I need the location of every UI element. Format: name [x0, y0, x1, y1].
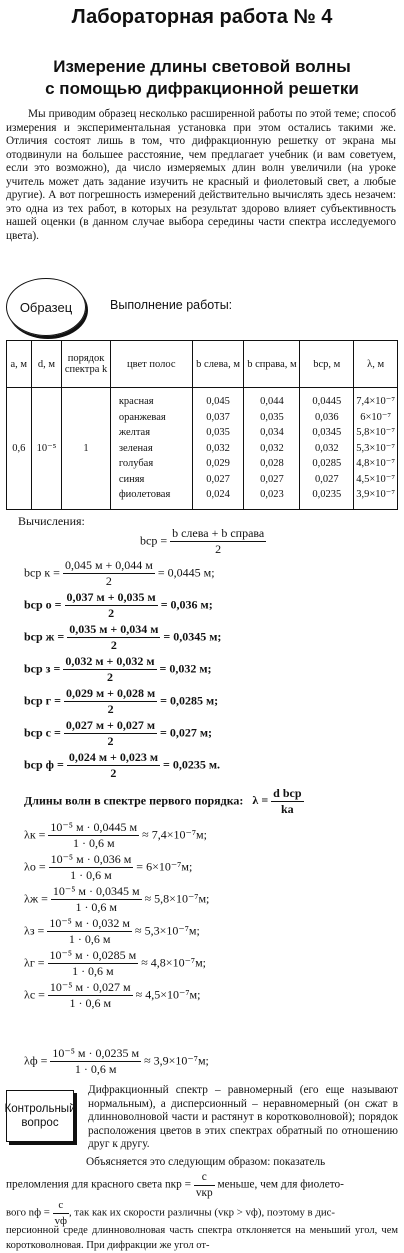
- value: 7,4×10⁻⁷: [356, 396, 395, 407]
- color-item: желтая: [118, 427, 151, 438]
- wavelength-formula: [24, 852, 192, 883]
- formula-lhs: λк =: [24, 827, 46, 842]
- formula-lhs: bср с =: [24, 725, 61, 740]
- wavelength-formula: [24, 1046, 209, 1077]
- header-color: цвет полос: [110, 341, 192, 388]
- cell-b-avg: [300, 388, 354, 510]
- table-row: [7, 388, 398, 510]
- formula-lhs: λг =: [24, 955, 45, 970]
- formula-rhs: = 0,0445 м;: [157, 565, 215, 580]
- fraction-numerator: 10⁻⁵ м · 0,0285 м: [49, 948, 137, 962]
- formula-lhs: bср о =: [24, 597, 62, 612]
- color-item: фиолетовая: [118, 489, 171, 500]
- header-b-left: b слева, м: [192, 341, 244, 388]
- formula-fraction: [64, 718, 157, 749]
- value: 0,023: [260, 489, 284, 500]
- table-header-row: [7, 341, 398, 388]
- fraction-numerator: 10⁻⁵ м · 0,0345 м: [52, 884, 140, 898]
- value: 0,036: [314, 411, 339, 423]
- formula-rhs: ≈ 5,3×10⁻⁷м;: [135, 923, 200, 938]
- value: 0,0445: [312, 396, 342, 407]
- formula-fraction: [47, 916, 132, 947]
- formula-rhs: = 0,036 м;: [160, 597, 213, 612]
- bavg-formula: [24, 718, 212, 749]
- cell-a: 0,6: [7, 388, 32, 510]
- control-question-label: Контрольный вопрос: [4, 1103, 76, 1129]
- value: 0,035: [260, 411, 284, 423]
- fraction-denominator: vф: [54, 1214, 67, 1227]
- fraction-numerator: 10⁻⁵ м · 0,036 м: [50, 852, 132, 866]
- formula-rhs: = 0,027 м;: [160, 725, 213, 740]
- fraction-numerator: 10⁻⁵ м · 0,027 м: [49, 980, 131, 994]
- formula-fraction: [170, 526, 266, 557]
- value: 0,028: [260, 458, 284, 469]
- answer-paragraph-5: персионной среде длинноволновая часть спектра отклоняется на меньший угол, чем коротковолновая. При дифракции же угол от-: [6, 1225, 398, 1251]
- formula-fraction: [50, 1046, 141, 1077]
- cell-d: 10⁻⁵: [31, 388, 62, 510]
- value: 6×10⁻⁷: [360, 411, 392, 423]
- formula-lhs: bср =: [140, 533, 168, 548]
- formula-fraction: [49, 852, 134, 883]
- header-b-avg: bср, м: [300, 341, 354, 388]
- value: 0,032: [206, 442, 230, 454]
- formula-lhs: λж =: [24, 891, 48, 906]
- fraction-denominator: 2: [105, 574, 112, 588]
- value: 0,037: [206, 411, 230, 423]
- fraction-denominator: 2: [110, 766, 117, 780]
- formula-fraction: [63, 654, 156, 685]
- header-d: d, м: [31, 341, 62, 388]
- fraction-denominator: 2: [107, 702, 114, 716]
- bavg-formula: [24, 750, 220, 781]
- wavelength-formula: [24, 820, 207, 851]
- text: вого nф =: [6, 1206, 50, 1219]
- value: 5,3×10⁻⁷: [356, 442, 395, 454]
- bavg-formula: [24, 590, 213, 621]
- value: 0,029: [206, 458, 230, 469]
- page-subtitle: [0, 56, 404, 100]
- text: , так как их скорости различны (vкр > vф), поэтому в дис-: [68, 1206, 335, 1219]
- fraction-denominator: 2: [108, 606, 115, 620]
- fraction-denominator: 1 · 0,6 м: [70, 868, 112, 882]
- fraction-numerator: 0,045 м + 0,044 м: [64, 558, 153, 572]
- wavelength-heading: [24, 786, 304, 817]
- value: 0,032: [314, 442, 339, 454]
- formula-lhs: bср ф =: [24, 757, 64, 772]
- header-a: a, м: [7, 341, 32, 388]
- fraction-numerator: 10⁻⁵ м · 0,0445 м: [50, 820, 138, 834]
- bavg-formula: [24, 622, 221, 653]
- fraction-numerator: c: [194, 1170, 215, 1186]
- text: меньше, чем для фиолето-: [217, 1178, 344, 1191]
- value: 0,045: [206, 396, 230, 407]
- subtitle-line-2: с помощью дифракционной решетки: [45, 79, 359, 98]
- fraction-denominator: 1 · 0,6 м: [74, 1062, 117, 1076]
- fraction-denominator: ka: [280, 802, 294, 816]
- formula-rhs: = 0,0285 м;: [160, 693, 219, 708]
- header-b-right: b справа, м: [244, 341, 300, 388]
- fraction-denominator: vкр: [195, 1186, 213, 1199]
- formula-lhs: λ =: [252, 793, 269, 808]
- bavg-formula: [24, 558, 215, 589]
- fraction-numerator: 10⁻⁵ м · 0,0235 м: [52, 1046, 140, 1060]
- fraction-numerator: 10⁻⁵ м · 0,032 м: [49, 916, 131, 930]
- value: 0,0285: [312, 458, 342, 469]
- fraction-denominator: 2: [215, 542, 222, 556]
- formula-fraction: [63, 558, 155, 589]
- value: 4,8×10⁻⁷: [356, 458, 395, 469]
- fraction-denominator: 1 · 0,6 м: [75, 900, 118, 914]
- value: 0,027: [260, 473, 284, 485]
- formula-fraction: [67, 622, 160, 653]
- answer-paragraph-1: Дифракционный спектр – равномерный (его еще называют нормальным), а дисперсионный – неравномерный (он сжат в длинноволновой части и растянут в коротковолновой); порядок расположения цветов в этих спектрах обратный по отношению друг к другу.: [88, 1084, 398, 1151]
- sample-badge: [6, 278, 86, 336]
- answer-line-3: [6, 1170, 398, 1200]
- formula-rhs: = 0,032 м;: [159, 661, 212, 676]
- formula-lhs: bср к =: [24, 565, 60, 580]
- fraction-numerator: 0,027 м + 0,027 м: [65, 718, 156, 732]
- color-item: оранжевая: [118, 411, 166, 423]
- value: 0,044: [260, 396, 284, 407]
- formula-lhs: bср з =: [24, 661, 61, 676]
- wavelength-formula: [24, 884, 209, 915]
- fraction-numerator: c: [53, 1198, 69, 1214]
- formula-fraction: [48, 980, 133, 1011]
- fraction-numerator: 0,035 м + 0,034 м: [69, 622, 159, 636]
- sample-label: Образец: [19, 299, 73, 315]
- calc-label: Вычисления:: [18, 514, 85, 528]
- formula-fraction: [67, 750, 160, 781]
- formula-fraction: [48, 948, 139, 979]
- formula-lhs: λз =: [24, 923, 45, 938]
- formula-rhs: = 6×10⁻⁷м;: [136, 859, 193, 874]
- value: 4,5×10⁻⁷: [356, 473, 395, 485]
- bavg-formula: [24, 654, 212, 685]
- cell-lambda: [354, 388, 398, 510]
- formula-fraction: [194, 1170, 215, 1200]
- page-title: Лабораторная работа № 4: [71, 6, 333, 28]
- value: 0,0235: [312, 489, 342, 500]
- fraction-denominator: 2: [106, 670, 113, 684]
- formula-lhs: bср г =: [24, 693, 61, 708]
- color-item: зеленая: [118, 442, 153, 454]
- cell-b-left: [192, 388, 244, 510]
- fraction-denominator: 1 · 0,6 м: [72, 964, 114, 978]
- subtitle-line-1: Измерение длины световой волны: [53, 57, 351, 76]
- avg-formula: [140, 526, 266, 557]
- value: 3,9×10⁻⁷: [356, 489, 395, 500]
- color-item: голубая: [118, 458, 154, 469]
- fraction-numerator: b слева + b справа: [172, 526, 265, 540]
- fraction-denominator: 1 · 0,6 м: [69, 996, 112, 1010]
- color-item: красная: [118, 396, 154, 407]
- cell-colors: [110, 388, 192, 510]
- fraction-denominator: 2: [110, 638, 117, 652]
- fraction-numerator: 0,024 м + 0,023 м: [68, 750, 159, 764]
- formula-fraction: [64, 686, 157, 717]
- intro-paragraph: Мы приводим образец несколько расширенной работы по этой теме; способ измерения и экспериментальная установка при этом остались такими же. Отличия состоят лишь в том, что дифракционную решетку от экрана мы отодвинули на большее расстояние, чем предлагает учебник (и вам советуем, если это возможно), да число измеряемых длин волн увеличили (на уроке учитель может дать задание изучить не красный и фиолетовый свет, а любые другие). А вот погрешность измерений действительно вычислять здесь незачем: это одна из тех работ, в которых на результат здорово влияет субъективность нашей оценки (в данном случае выбора середины части спектра исследуемого цвета).: [6, 108, 396, 242]
- value: 0,027: [206, 473, 230, 485]
- value: 0,035: [206, 427, 230, 438]
- fraction-numerator: 0,029 м + 0,028 м: [65, 686, 156, 700]
- formula-fraction: [51, 884, 142, 915]
- wavelength-formula: [24, 980, 200, 1011]
- formula-rhs: ≈ 3,9×10⁻⁷м;: [144, 1053, 209, 1068]
- fraction-numerator: 0,032 м + 0,032 м: [65, 654, 155, 668]
- color-item: синяя: [118, 473, 145, 485]
- formula-rhs: ≈ 4,8×10⁻⁷м;: [141, 955, 207, 970]
- formula-rhs: = 0,0345 м;: [163, 629, 222, 644]
- bavg-formula: [24, 686, 218, 717]
- cell-k: 1: [62, 388, 111, 510]
- formula-rhs: ≈ 4,5×10⁻⁷м;: [135, 987, 201, 1002]
- formula-lhs: λо =: [24, 859, 46, 874]
- fraction-numerator: d bср: [273, 786, 302, 800]
- fraction-denominator: 1 · 0,6 м: [68, 932, 111, 946]
- value: 0,024: [206, 489, 230, 500]
- formula-rhs: ≈ 7,4×10⁻⁷м;: [142, 827, 207, 842]
- formula-lhs: λс =: [24, 987, 45, 1002]
- wavelength-formula: [24, 916, 200, 947]
- value: 0,034: [260, 427, 284, 438]
- value: 0,0345: [312, 427, 342, 438]
- value: 0,032: [260, 442, 284, 454]
- header-lambda: λ, м: [354, 341, 398, 388]
- formula-lhs: λф =: [24, 1053, 48, 1068]
- formula-rhs: ≈ 5,8×10⁻⁷м;: [144, 891, 210, 906]
- cell-b-right: [244, 388, 300, 510]
- formula-lhs: bср ж =: [24, 629, 65, 644]
- execution-title: Выполнение работы:: [110, 298, 233, 312]
- fraction-denominator: 1 · 0,6 м: [72, 836, 115, 850]
- fraction-numerator: 0,037 м + 0,035 м: [66, 590, 156, 604]
- header-order: порядок спектра k: [62, 341, 111, 388]
- formula-rhs: = 0,0235 м.: [163, 757, 221, 772]
- control-question-badge: [6, 1090, 74, 1142]
- fraction-denominator: 2: [107, 734, 114, 748]
- formula-fraction: [48, 820, 139, 851]
- results-table: [6, 340, 398, 510]
- value: 5,8×10⁻⁷: [356, 427, 395, 438]
- formula-fraction: [65, 590, 158, 621]
- answer-paragraph-2: Объясняется это следующим образом: показатель: [86, 1156, 326, 1168]
- value: 0,027: [314, 473, 339, 485]
- text: преломления для красного света nкр =: [6, 1178, 191, 1191]
- wavelength-title: Длины волн в спектре первого порядка:: [24, 793, 244, 808]
- formula-fraction: [271, 786, 303, 817]
- wavelength-formula: [24, 948, 206, 979]
